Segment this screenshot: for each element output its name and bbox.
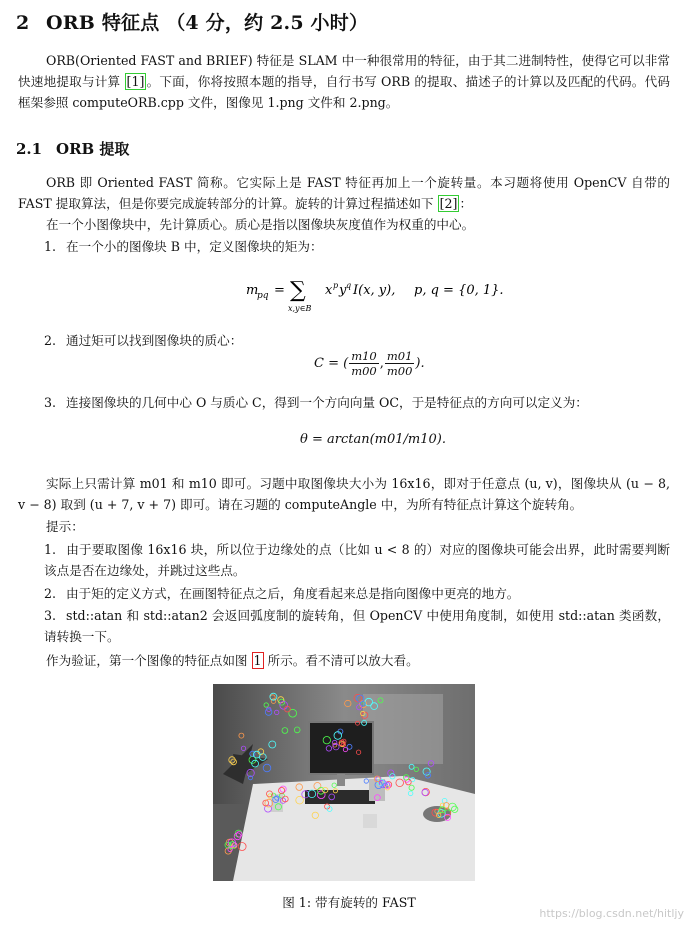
fast-keypoints-image	[213, 684, 475, 881]
intro-paragraph	[18, 50, 670, 113]
list-number: 3.	[44, 395, 57, 410]
denominator: m00	[386, 364, 413, 378]
fast-keypoints-figure	[213, 684, 475, 881]
subsection-heading	[16, 138, 129, 159]
section-title: ORB 特征点 （4 分，约 2.5 小时）	[46, 12, 369, 34]
citation-link[interactable]: [1]	[126, 74, 145, 89]
numerator: m01	[386, 349, 413, 363]
centroid-paragraph: 在一个小图像块中，先计算质心。质心是指以图像块灰度值作为权重的中心。	[46, 217, 475, 232]
intro-text-cont: 。下面，你将按照本题的指导，自行书写 ORB 的提取、描述子的计算以及匹配的代码。代码框架参照 computeORB.cpp 文件，图像见 1.png 文件和 2.png。	[18, 74, 670, 110]
numerator: m10	[351, 349, 377, 363]
orb-paragraph	[18, 172, 670, 214]
eq-p-exp: p	[333, 281, 339, 290]
section-heading	[16, 8, 368, 35]
citation-link[interactable]: [2]	[439, 196, 458, 211]
list-item	[44, 330, 670, 351]
pencil-holder	[363, 814, 377, 828]
orb-text: ORB 即 Oriented FAST 简称。它实际上是 FAST 特征再加上一个旋转量。本习题将使用 OpenCV 自带的 FAST 提取算法，但是你要完成旋转部分的计算。旋转的计算过程描述如下	[18, 175, 670, 211]
subsection-number: 2.1	[16, 140, 43, 158]
box	[369, 779, 385, 801]
figure-caption: 图 1: 带有旋转的 FAST	[282, 895, 416, 910]
verification-paragraph	[46, 650, 419, 671]
monitor-stand	[337, 774, 345, 786]
watermark: https://blog.csdn.net/hitljy	[539, 907, 684, 920]
moment-paragraph: 实际上只需计算 m01 和 m10 即可。习题中取图像块大小为 16x16，即对于任意点 (u, v)，图像块从 (u − 8, v − 8) 取到 (u + 7, v + 7) 即可。请在习题的 computeAngle 中，为所有特征点计算这个旋转角。	[18, 476, 670, 512]
eq-equals: =	[274, 283, 285, 298]
list-item	[44, 392, 670, 413]
eq2-lhs: C = (	[314, 356, 349, 371]
sum-symbol: ∑	[290, 278, 306, 303]
section-number: 2	[16, 12, 30, 34]
orb-text-end: ：	[459, 196, 473, 211]
eq-condition: p, q = {0, 1}.	[414, 283, 504, 298]
equation-moment-svg	[246, 274, 506, 318]
equation-angle: θ = arctan(m01/m10).	[300, 432, 446, 447]
eq-m-sub: pq	[257, 291, 269, 301]
list-text: 由于要取图像 16x16 块，所以位于边缘处的点（比如 u < 8 的）对应的图像块可能会出界，此时需要判断该点是否在边缘处，并跳过这些点。	[44, 542, 670, 578]
fraction	[349, 349, 379, 378]
hint-label: 提示：	[46, 519, 84, 534]
eq-q-exp: q	[346, 281, 352, 290]
eq-y: y	[339, 283, 347, 298]
list-item	[44, 605, 670, 647]
subsection-title: ORB 提取	[56, 140, 130, 158]
list-number: 3.	[44, 608, 57, 623]
verification-text-end: 所示。看不清可以放大看。	[263, 653, 419, 668]
list-text: 连接图像块的几何中心 O 与质心 C，得到一个方向向量 OC，于是特征点的方向可以定义为：	[66, 395, 588, 410]
eq-m: m	[246, 283, 259, 298]
list-number: 1.	[44, 239, 57, 254]
window-light	[363, 694, 443, 764]
list-number: 1.	[44, 542, 57, 557]
denominator: m00	[351, 364, 377, 378]
sum-subscript: x,y∈B	[288, 304, 312, 313]
monitor	[309, 722, 373, 774]
list-item	[44, 236, 670, 257]
list-text: 在一个小的图像块 B 中，定义图像块的矩为：	[66, 239, 323, 254]
list-item	[44, 539, 670, 581]
list-text: std::atan 和 std::atan2 会返回弧度制的旋转角，但 OpenCV 中使用角度制，如使用 std::atan 类函数，请转换一下。	[44, 608, 670, 644]
eq-intensity: I(x, y),	[353, 283, 396, 298]
list-number: 2.	[44, 333, 57, 348]
equation-moment	[246, 274, 506, 322]
intro-text: ORB(Oriented FAST and BRIEF) 特征是 SLAM 中一种很常用的特征，由于其二进制特性，使得它可以非常快速地提取与计算	[18, 53, 670, 89]
list-number: 2.	[44, 586, 57, 601]
equation-centroid: C = ( $\frac{m10}{m00}$ , $\frac{m01}{m00}$ ).	[314, 349, 425, 378]
list-item	[44, 583, 670, 604]
list-text: 通过矩可以找到图像块的质心：	[66, 333, 243, 348]
figure-reference-link[interactable]: 1	[253, 653, 262, 668]
eq2-end: ).	[415, 356, 425, 371]
eq-x: x	[325, 283, 333, 298]
list-text: 由于矩的定义方式，在画图特征点之后，角度看起来总是指向图像中更亮的地方。	[66, 586, 520, 601]
fraction	[385, 349, 415, 378]
verification-text: 作为验证，第一个图像的特征点如图	[46, 653, 252, 668]
